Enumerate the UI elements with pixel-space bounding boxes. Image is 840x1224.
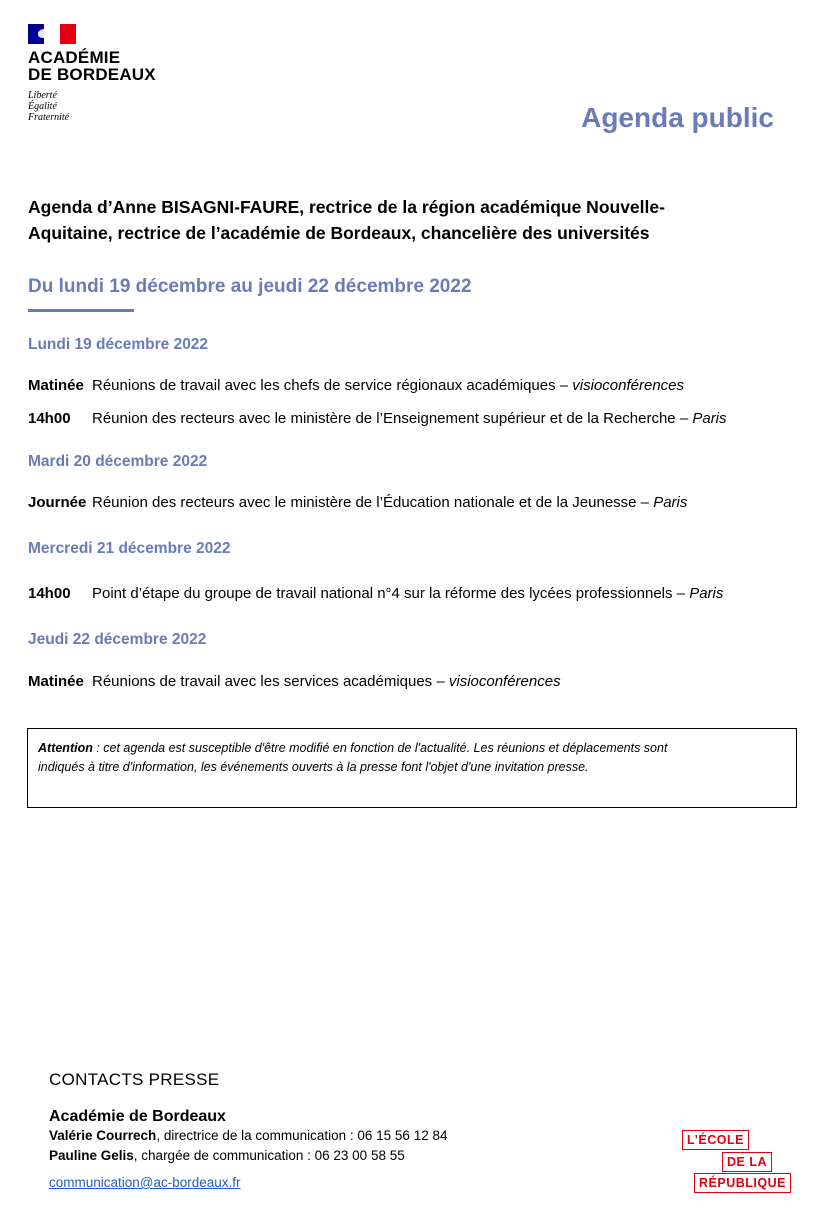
contacts-title: CONTACTS PRESSE [49, 1070, 220, 1089]
entry-time: 14h00 [28, 410, 71, 427]
agenda-entry [28, 494, 687, 511]
contact-role: , directrice de la communication : 06 15 56 12 84 [156, 1128, 448, 1143]
entry-text: Réunions de travail avec les services académiques – [92, 673, 449, 690]
entry-location: Paris [692, 410, 727, 427]
notice-line-2: indiqués à titre d'information, les événements ouverts à la presse font l'objet d'une invitation presse. [38, 760, 589, 774]
contact-name: Pauline Gelis [49, 1148, 134, 1163]
entry-location: visioconférences [572, 377, 685, 394]
period-title: Du lundi 19 décembre au jeudi 22 décembre 2022 [28, 276, 472, 297]
contact-email-link[interactable]: communication@ac-bordeaux.fr [49, 1175, 241, 1190]
heading-line-1: Agenda d’Anne BISAGNI-FAURE, rectrice de la région académique Nouvelle- [28, 197, 665, 217]
day-heading-wednesday: Mercredi 21 décembre 2022 [28, 540, 231, 557]
day-heading-thursday: Jeudi 22 décembre 2022 [28, 631, 207, 648]
agenda-entry [28, 673, 561, 690]
entry-text: Réunion des recteurs avec le ministère de l’Éducation nationale et de la Jeunesse – [92, 494, 654, 511]
motto-liberte: Liberté [28, 90, 57, 101]
ecole-republique-logo [680, 1130, 810, 1198]
motto-egalite: Égalité [28, 101, 57, 112]
logo-line-1: ACADÉMIE [28, 48, 121, 67]
entry-location: visioconférences [448, 673, 561, 690]
academie-logo [28, 24, 198, 123]
agenda-entry [28, 377, 684, 394]
day-heading-tuesday: Mardi 20 décembre 2022 [28, 453, 208, 470]
entry-time: 14h00 [28, 585, 71, 602]
document-heading [28, 194, 728, 246]
heading-line-2: Aquitaine, rectrice de l’académie de Bordeaux, chancelière des universités [28, 223, 650, 243]
entry-text: Réunion des recteurs avec le ministère de l’Enseignement supérieur et de la Recherche – [92, 410, 693, 427]
entry-location: Paris [653, 494, 688, 511]
contacts-org: Académie de Bordeaux [49, 1108, 226, 1125]
agenda-entry [28, 410, 727, 427]
entry-location: Paris [689, 585, 724, 602]
attention-notice [27, 728, 797, 808]
logo-box-1: L’ÉCOLE [682, 1130, 749, 1150]
entry-time: Journée [28, 494, 87, 511]
french-flag-icon [28, 24, 76, 44]
logo-box-3: RÉPUBLIQUE [694, 1173, 791, 1193]
entry-time: Matinée [28, 673, 84, 690]
motto-fraternite: Fraternité [28, 112, 70, 123]
contact-person [49, 1146, 569, 1166]
contact-name: Valérie Courrech [49, 1128, 157, 1143]
day-heading-monday: Lundi 19 décembre 2022 [28, 336, 209, 353]
press-contacts [49, 1070, 569, 1192]
entry-time: Matinée [28, 377, 84, 394]
notice-label: Attention [38, 741, 93, 755]
contact-role: , chargée de communication : 06 23 00 58 55 [133, 1148, 405, 1163]
page-title: Agenda public [581, 102, 774, 133]
contact-person [49, 1126, 569, 1146]
logo-box-2: DE LA [722, 1152, 772, 1172]
period-underline [28, 309, 134, 312]
logo-line-2: DE BORDEAUX [28, 65, 156, 84]
agenda-entry [28, 585, 723, 602]
entry-text: Réunions de travail avec les chefs de service régionaux académiques – [92, 377, 573, 394]
notice-line-1: : cet agenda est susceptible d'être modifié en fonction de l'actualité. Les réunions et déplacements sont [92, 741, 668, 755]
entry-text: Point d’étape du groupe de travail national n°4 sur la réforme des lycées professionnels – [92, 585, 690, 602]
